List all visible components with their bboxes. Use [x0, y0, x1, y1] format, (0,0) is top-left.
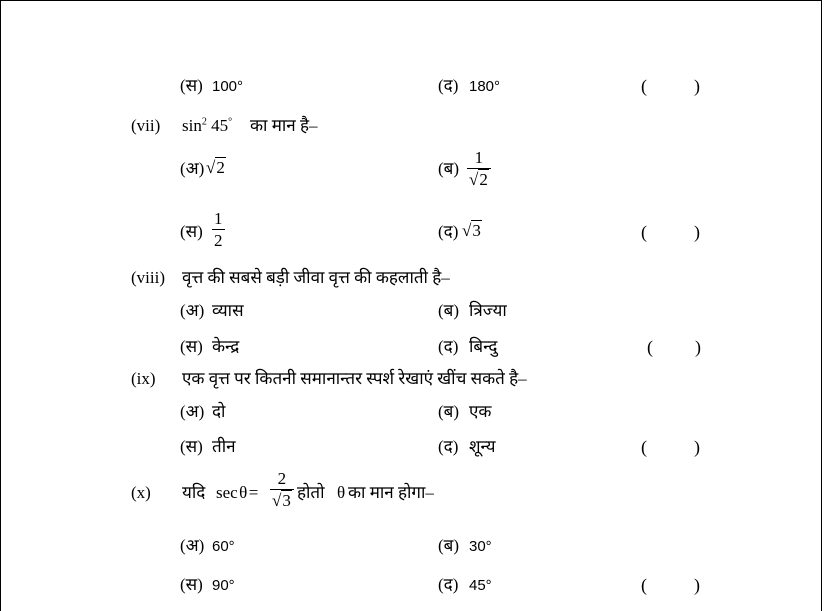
- answer-bracket-close: ): [694, 222, 700, 242]
- question-expression: sec θ =: [216, 483, 259, 502]
- option-value: तीन: [212, 437, 236, 456]
- option-label: (द): [438, 76, 459, 95]
- option-label: (अ): [180, 159, 205, 178]
- question-text: एक वृत्त पर कितनी समानान्तर स्पर्श रेखाएं खींच सकते है–: [182, 369, 527, 388]
- option-label: (स): [180, 337, 203, 356]
- option-value: $\frac{1}{√2}$: [467, 149, 491, 188]
- question-text: होतो: [297, 483, 325, 502]
- option-value: √3: [462, 221, 481, 240]
- question-text: वृत्त की सबसे बड़ी जीवा वृत्त की कहलाती है–: [182, 268, 450, 287]
- option-value: त्रिज्या: [469, 301, 507, 320]
- option-value: एक: [469, 402, 492, 421]
- option-value: 45°: [469, 577, 492, 594]
- answer-bracket-close: ): [694, 575, 700, 595]
- option-label: (ब): [438, 402, 460, 421]
- option-value: बिन्दु: [469, 337, 498, 356]
- answer-bracket-open: (: [641, 76, 647, 96]
- option-value: व्यास: [212, 301, 244, 320]
- option-value: शून्य: [469, 437, 496, 456]
- answer-bracket-open: (: [641, 437, 647, 457]
- option-value: 90°: [212, 577, 235, 594]
- option-label: (ब): [438, 159, 460, 178]
- question-text: का मान होगा–: [348, 483, 434, 502]
- option-label: (स): [180, 76, 203, 95]
- answer-bracket-open: (: [641, 222, 647, 242]
- answer-bracket-close: ): [694, 76, 700, 96]
- question-text: का मान है–: [250, 116, 318, 135]
- option-label: (ब): [438, 536, 460, 555]
- option-value: दो: [212, 402, 226, 421]
- option-value: 180°: [469, 78, 501, 95]
- option-value: √2: [206, 158, 225, 177]
- option-value: 30°: [469, 538, 492, 555]
- answer-bracket-close: ): [695, 337, 701, 357]
- option-label: (स): [180, 575, 203, 594]
- question-number: (vii): [131, 116, 161, 135]
- option-label: (अ): [180, 301, 205, 320]
- option-label: (अ): [180, 402, 205, 421]
- option-value: केन्द्र: [212, 337, 240, 356]
- question-text: यदि: [182, 483, 206, 502]
- answer-bracket-close: ): [694, 437, 700, 457]
- question-number: (ix): [131, 369, 156, 388]
- answer-bracket-open: (: [647, 337, 653, 357]
- option-label: (द): [438, 222, 459, 241]
- option-label: (द): [438, 437, 459, 456]
- question-number: (viii): [131, 268, 165, 287]
- option-label: (स): [180, 437, 203, 456]
- option-label: (अ): [180, 536, 205, 555]
- option-label: (द): [438, 575, 459, 594]
- answer-bracket-open: (: [641, 575, 647, 595]
- option-value: 60°: [212, 538, 235, 555]
- question-number: (x): [131, 483, 151, 502]
- option-label: (ब): [438, 301, 460, 320]
- option-label: (स): [180, 222, 203, 241]
- option-value: 100°: [212, 78, 244, 95]
- option-value: $\frac{1}{2}$: [214, 209, 223, 250]
- option-label: (द): [438, 337, 459, 356]
- question-expression: $\sin^2 45^\circ$: [182, 116, 233, 135]
- question-fraction: $\frac{2}{√3}$: [270, 470, 294, 509]
- question-symbol: θ: [337, 483, 346, 502]
